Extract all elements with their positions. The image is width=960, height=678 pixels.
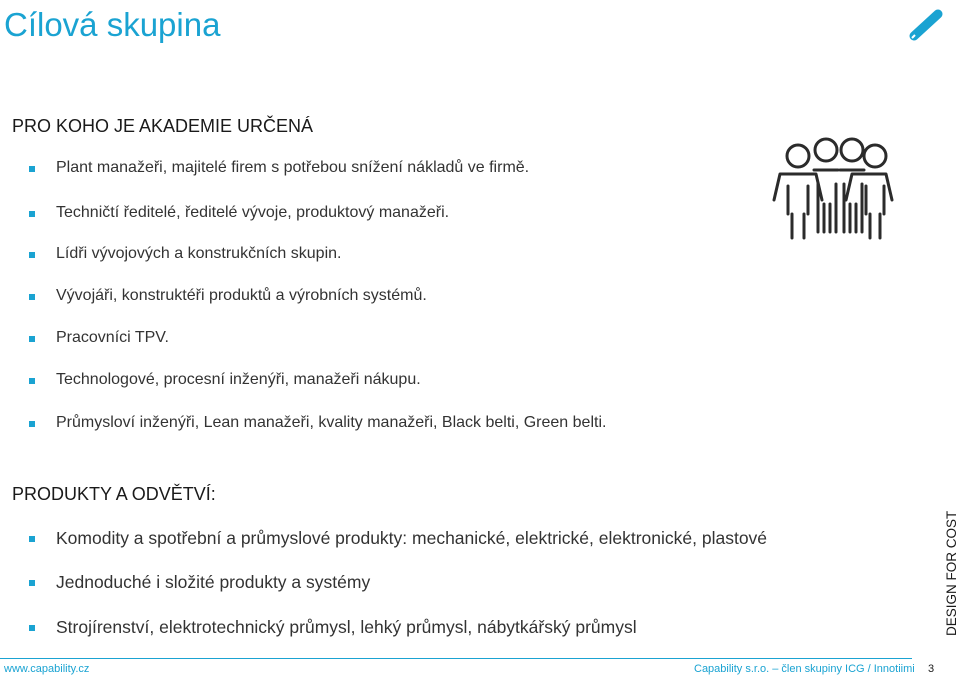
list-item-text: Jednoduché i složité produkty a systémy bbox=[56, 572, 371, 592]
bullet-icon bbox=[29, 536, 35, 542]
list-item-text: Technologové, procesní inženýři, manažeři nákupu. bbox=[56, 371, 421, 388]
list-item-text: Komodity a spotřební a průmyslové produkty: mechanické, elektrické, elektronické, plastové bbox=[56, 528, 768, 548]
list-item-text: Pracovníci TPV. bbox=[56, 329, 169, 346]
pencil-logo-icon bbox=[906, 8, 946, 42]
side-label: DESIGN FOR COST bbox=[944, 510, 959, 636]
footer-website-link[interactable]: www.capability.cz bbox=[4, 663, 90, 675]
list-item-text: Vývojáři, konstruktéři produktů a výrobních systémů. bbox=[56, 287, 427, 304]
bullet-icon bbox=[29, 336, 35, 342]
section-heading-products: PRODUKTY A ODVĚTVÍ: bbox=[12, 484, 216, 504]
bullet-icon bbox=[29, 580, 35, 586]
page-number: 3 bbox=[928, 663, 935, 675]
bullet-icon bbox=[29, 166, 35, 172]
list-item-text: Plant manažeři, majitelé firem s potřebou snížení nákladů ve firmě. bbox=[56, 159, 530, 176]
list-item-text: Lídři vývojových a konstrukčních skupin. bbox=[56, 245, 342, 262]
bullet-icon bbox=[29, 211, 35, 217]
footer-company: Capability s.r.o. – člen skupiny ICG / Innotiimi bbox=[694, 663, 915, 675]
footer-divider bbox=[0, 658, 912, 659]
bullet-icon bbox=[29, 294, 35, 300]
bullet-icon bbox=[29, 625, 35, 631]
section-heading-audience: PRO KOHO JE AKADEMIE URČENÁ bbox=[12, 116, 314, 136]
list-item-text: Techničtí ředitelé, ředitelé vývoje, produktový manažeři. bbox=[56, 204, 450, 221]
page-title: Cílová skupina bbox=[4, 6, 221, 43]
list-item-text: Průmysloví inženýři, Lean manažeři, kvality manažeři, Black belti, Green belti. bbox=[56, 414, 607, 431]
bullet-icon bbox=[29, 421, 35, 427]
bullet-icon bbox=[29, 378, 35, 384]
bullet-icon bbox=[29, 252, 35, 258]
people-group-icon bbox=[770, 134, 894, 246]
list-item-text: Strojírenství, elektrotechnický průmysl, lehký průmysl, nábytkářský průmysl bbox=[56, 617, 637, 637]
